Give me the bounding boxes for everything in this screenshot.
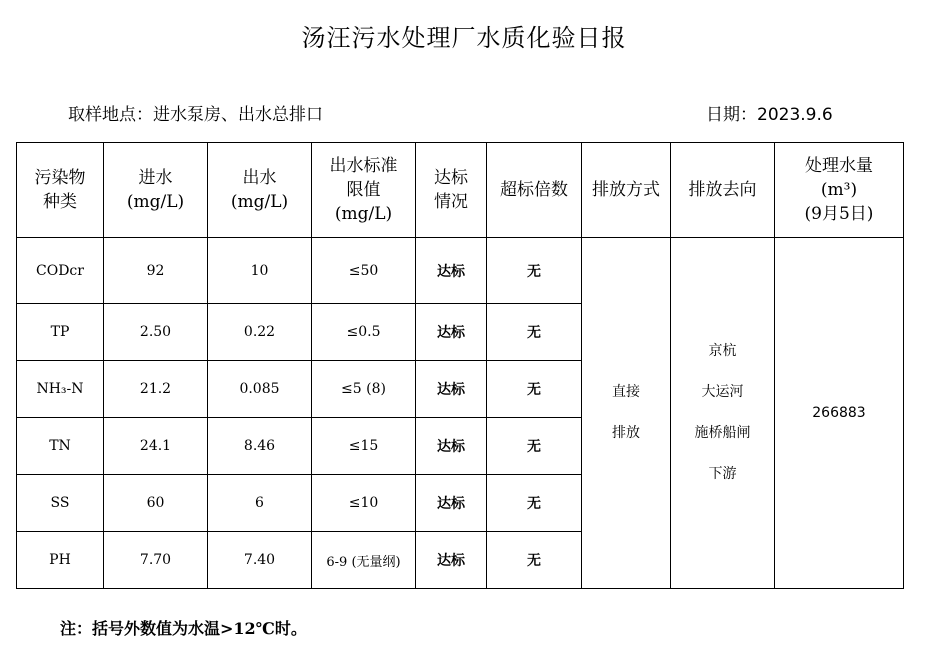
compliance-status: 达标 (416, 475, 487, 532)
exceed-multiple: 无 (487, 238, 582, 304)
sampling-points: 取样地点：进水泵房、出水总排口 (68, 105, 323, 125)
header-limit: 出水标准 限值 (mg/L) (312, 143, 416, 238)
exceed-multiple: 无 (487, 418, 582, 475)
inflow-value: 7.70 (104, 532, 208, 589)
header-compliance: 达标 情况 (416, 143, 487, 238)
header-outflow: 出水 (mg/L) (208, 143, 312, 238)
discharge-destination: 京杭 大运河 施桥船闸 下游 (671, 238, 775, 589)
header-pollutant: 污染物 种类 (17, 143, 104, 238)
header-exceed: 超标倍数 (487, 143, 582, 238)
header-row (17, 143, 904, 238)
compliance-status: 达标 (416, 361, 487, 418)
exceed-multiple: 无 (487, 304, 582, 361)
pollutant-name: NH₃-N (17, 361, 104, 418)
outflow-value: 0.22 (208, 304, 312, 361)
inflow-value: 24.1 (104, 418, 208, 475)
table-row (17, 238, 904, 304)
header-discharge-destination: 排放去向 (671, 143, 775, 238)
inflow-value: 21.2 (104, 361, 208, 418)
pollutant-name: SS (17, 475, 104, 532)
water-quality-table (16, 142, 904, 589)
compliance-status: 达标 (416, 532, 487, 589)
limit-value: ≤50 (312, 238, 416, 304)
outflow-value: 7.40 (208, 532, 312, 589)
header-treated-volume: 处理水量 (m³) (9月5日) (775, 143, 904, 238)
outflow-value: 0.085 (208, 361, 312, 418)
pollutant-name: CODcr (17, 238, 104, 304)
outflow-value: 6 (208, 475, 312, 532)
compliance-status: 达标 (416, 304, 487, 361)
compliance-status: 达标 (416, 238, 487, 304)
treated-volume: 266883 (775, 238, 904, 589)
inflow-value: 2.50 (104, 304, 208, 361)
exceed-multiple: 无 (487, 475, 582, 532)
report-date: 日期：2023.9.6 (706, 105, 833, 125)
limit-value: 6-9 (无量纲) (312, 532, 416, 589)
outflow-value: 8.46 (208, 418, 312, 475)
compliance-status: 达标 (416, 418, 487, 475)
exceed-multiple: 无 (487, 532, 582, 589)
outflow-value: 10 (208, 238, 312, 304)
inflow-value: 92 (104, 238, 208, 304)
limit-value: ≤10 (312, 475, 416, 532)
footnote: 注：括号外数值为水温>12℃时。 (60, 619, 307, 638)
pollutant-name: TP (17, 304, 104, 361)
discharge-method: 直接 排放 (582, 238, 671, 589)
pollutant-name: TN (17, 418, 104, 475)
limit-value: ≤15 (312, 418, 416, 475)
pollutant-name: PH (17, 532, 104, 589)
limit-value: ≤0.5 (312, 304, 416, 361)
limit-value: ≤5 (8) (312, 361, 416, 418)
header-discharge-method: 排放方式 (582, 143, 671, 238)
report-title: 汤汪污水处理厂水质化验日报 (301, 24, 627, 52)
inflow-value: 60 (104, 475, 208, 532)
exceed-multiple: 无 (487, 361, 582, 418)
header-inflow: 进水 (mg/L) (104, 143, 208, 238)
